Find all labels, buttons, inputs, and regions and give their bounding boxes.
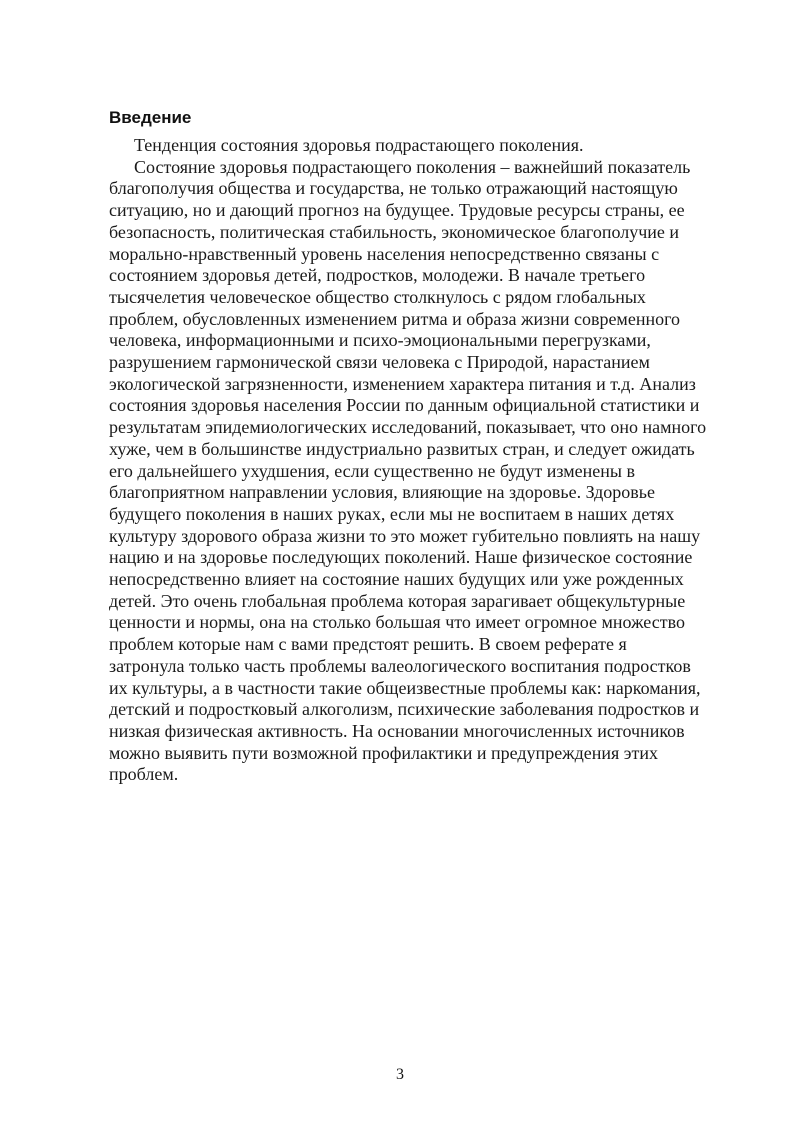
- paragraph-line: низкая физическая активность. На основании многочисленных источников: [109, 720, 685, 741]
- paragraph-line: непосредственно влияет на состояние наших будущих или уже рожденных: [109, 569, 684, 590]
- paragraph-line: благополучия общества и государства, не только отражающий настоящую: [109, 178, 678, 199]
- paragraph-line: разрушением гармонической связи человека с Природой, нарастанием: [109, 352, 650, 373]
- paragraph-line: морально-нравственный уровень населения непосредственно связаны с: [109, 243, 660, 264]
- paragraph-line: их культуры, а в частности такие общеизвестные проблемы как: наркомания,: [109, 677, 701, 698]
- paragraph-line: проблем которые нам с вами предстоят решить. В своем реферате я: [109, 634, 627, 655]
- paragraph-line: проблем.: [109, 764, 179, 785]
- paragraph-line: затронула только часть проблемы валеологического воспитания подростков: [109, 655, 691, 676]
- paragraph-line: благоприятном направлении условия, влияющие на здоровье. Здоровье: [109, 482, 656, 503]
- paragraph-line: экологической загрязненности, изменением характера питания и т.д. Анализ: [109, 373, 696, 394]
- paragraph-line: состоянием здоровья детей, подростков, молодежи. В начале третьего: [109, 265, 646, 286]
- paragraph-line: нацию и на здоровье последующих поколений. Наше физическое состояние: [109, 547, 693, 568]
- paragraph-line: Состояние здоровья подрастающего поколения – важнейший показатель: [134, 156, 691, 177]
- body-text: [109, 135, 729, 786]
- paragraph-line: будущего поколения в наших руках, если мы не воспитаем в наших детях: [109, 503, 675, 524]
- section-heading: Введение: [109, 108, 192, 127]
- paragraph-line: его дальнейшего ухудшения, если существенно не будут изменены в: [109, 460, 635, 481]
- paragraph-line: человека, информационными и психо-эмоциональными перегрузками,: [109, 330, 651, 351]
- page-number: 3: [396, 1066, 404, 1083]
- paragraph-line: культуру здорового образа жизни то это может губительно повлиять на нашу: [109, 525, 701, 546]
- paragraph-line: результатам эпидемиологических исследований, показывает, что оно намного: [109, 417, 707, 438]
- paragraph-line: хуже, чем в большинстве индустриально развитых стран, и следует ожидать: [109, 438, 695, 459]
- paragraph-line: проблем, обусловленных изменением ритма и образа жизни современного: [109, 308, 681, 329]
- paragraph-line: тысячелетия человеческое общество столкнулось с рядом глобальных: [109, 286, 646, 307]
- subtitle-line: Тенденция состояния здоровья подрастающего поколения.: [134, 135, 584, 155]
- paragraph-line: состояния здоровья населения России по данным официальной статистики и: [109, 395, 700, 416]
- paragraph-line: можно выявить пути возможной профилактики и предупреждения этих: [109, 742, 659, 763]
- paragraph-line: безопасность, политическая стабильность, экономическое благополучие и: [109, 221, 680, 242]
- paragraph-line: ценности и нормы, она на столько большая что имеет огромное множество: [109, 612, 685, 633]
- paragraph-line: детский и подростковый алкоголизм, психические заболевания подростков и: [109, 699, 700, 720]
- paragraph-line: ситуацию, но и дающий прогноз на будущее. Трудовые ресурсы страны, ее: [109, 200, 685, 221]
- paragraph-line: детей. Это очень глобальная проблема которая зарагивает общекультурные: [109, 590, 686, 611]
